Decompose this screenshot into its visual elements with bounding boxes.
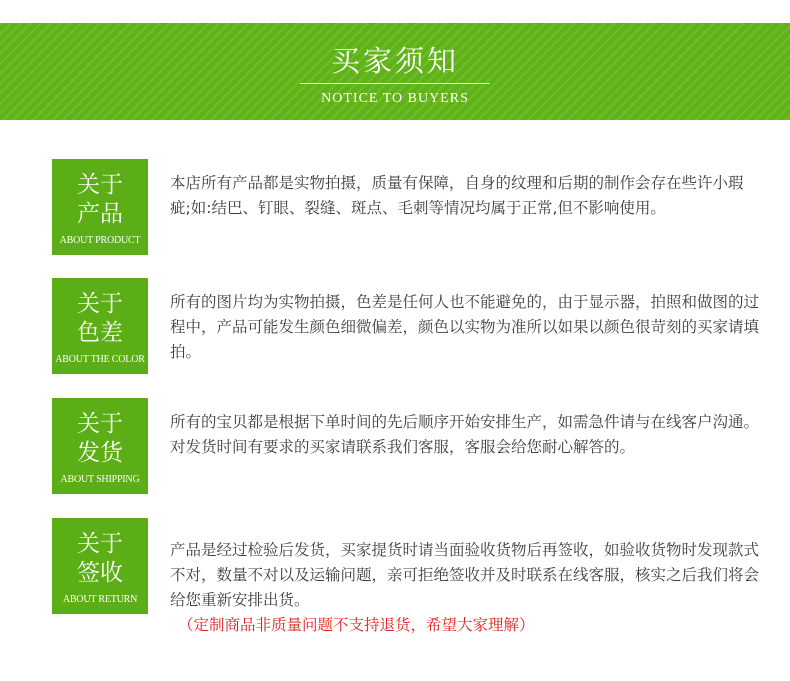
badge-title-line1: 关于 xyxy=(77,291,123,317)
header-banner xyxy=(0,23,790,120)
badge-title-line2: 色差 xyxy=(77,320,123,346)
title-divider xyxy=(300,83,490,84)
page-title: 买家须知 xyxy=(330,44,459,78)
notice-shipping xyxy=(52,398,760,494)
badge-title-line2: 产品 xyxy=(77,201,123,227)
badge-title-line1: 关于 xyxy=(77,411,123,437)
badge-subtitle: ABOUT RETURN xyxy=(62,594,138,605)
notice-text: 本店所有产品都是实物拍摄，质量有保障，自身的纹理和后期的制作会存在些许小瑕疵;如:结巴、钉眼、裂缝、斑点、毛刺等情况均属于正常,但不影响使用。 xyxy=(170,174,744,217)
badge-subtitle: ABOUT PRODUCT xyxy=(59,235,141,246)
notice-text: 产品是经过检验后发货，买家提货时请当面验收货物后再签收，如验收货物时发现款式不对，数量不对以及运输问题，亲可拒绝签收并及时联系在线客服，核实之后我们将会给您重新安排出货。 xyxy=(170,541,760,609)
notice-badge xyxy=(52,278,148,374)
badge-title-line1: 关于 xyxy=(77,172,123,198)
return-warning: （定制商品非质量问题不支持退货，希望大家理解） xyxy=(178,616,535,634)
notice-body xyxy=(170,538,760,638)
notice-color xyxy=(52,278,760,374)
notice-text: 所有的宝贝都是根据下单时间的先后顺序开始安排生产，如需急件请与在线客户沟通。对发货时间有要求的买家请联系我们客服，客服会给您耐心解答的。 xyxy=(170,413,760,456)
notice-product xyxy=(52,159,752,255)
badge-title-line2: 签收 xyxy=(77,560,123,586)
notice-badge xyxy=(52,398,148,494)
notice-text: 所有的图片均为实物拍摄，色差是任何人也不能避免的，由于显示器，拍照和做图的过程中，产品可能发生颜色细微偏差，颜色以实物为准所以如果以颜色很苛刻的买家请填拍。 xyxy=(170,293,760,361)
notice-return xyxy=(52,518,760,634)
notice-badge xyxy=(52,159,148,255)
badge-title-line2: 发货 xyxy=(77,440,123,466)
page-subtitle: NOTICE TO BUYERS xyxy=(321,91,469,106)
badge-title-line1: 关于 xyxy=(77,531,123,557)
notice-badge xyxy=(52,518,148,614)
badge-subtitle: ABOUT THE COLOR xyxy=(55,354,145,365)
badge-subtitle: ABOUT SHIPPING xyxy=(60,474,140,485)
